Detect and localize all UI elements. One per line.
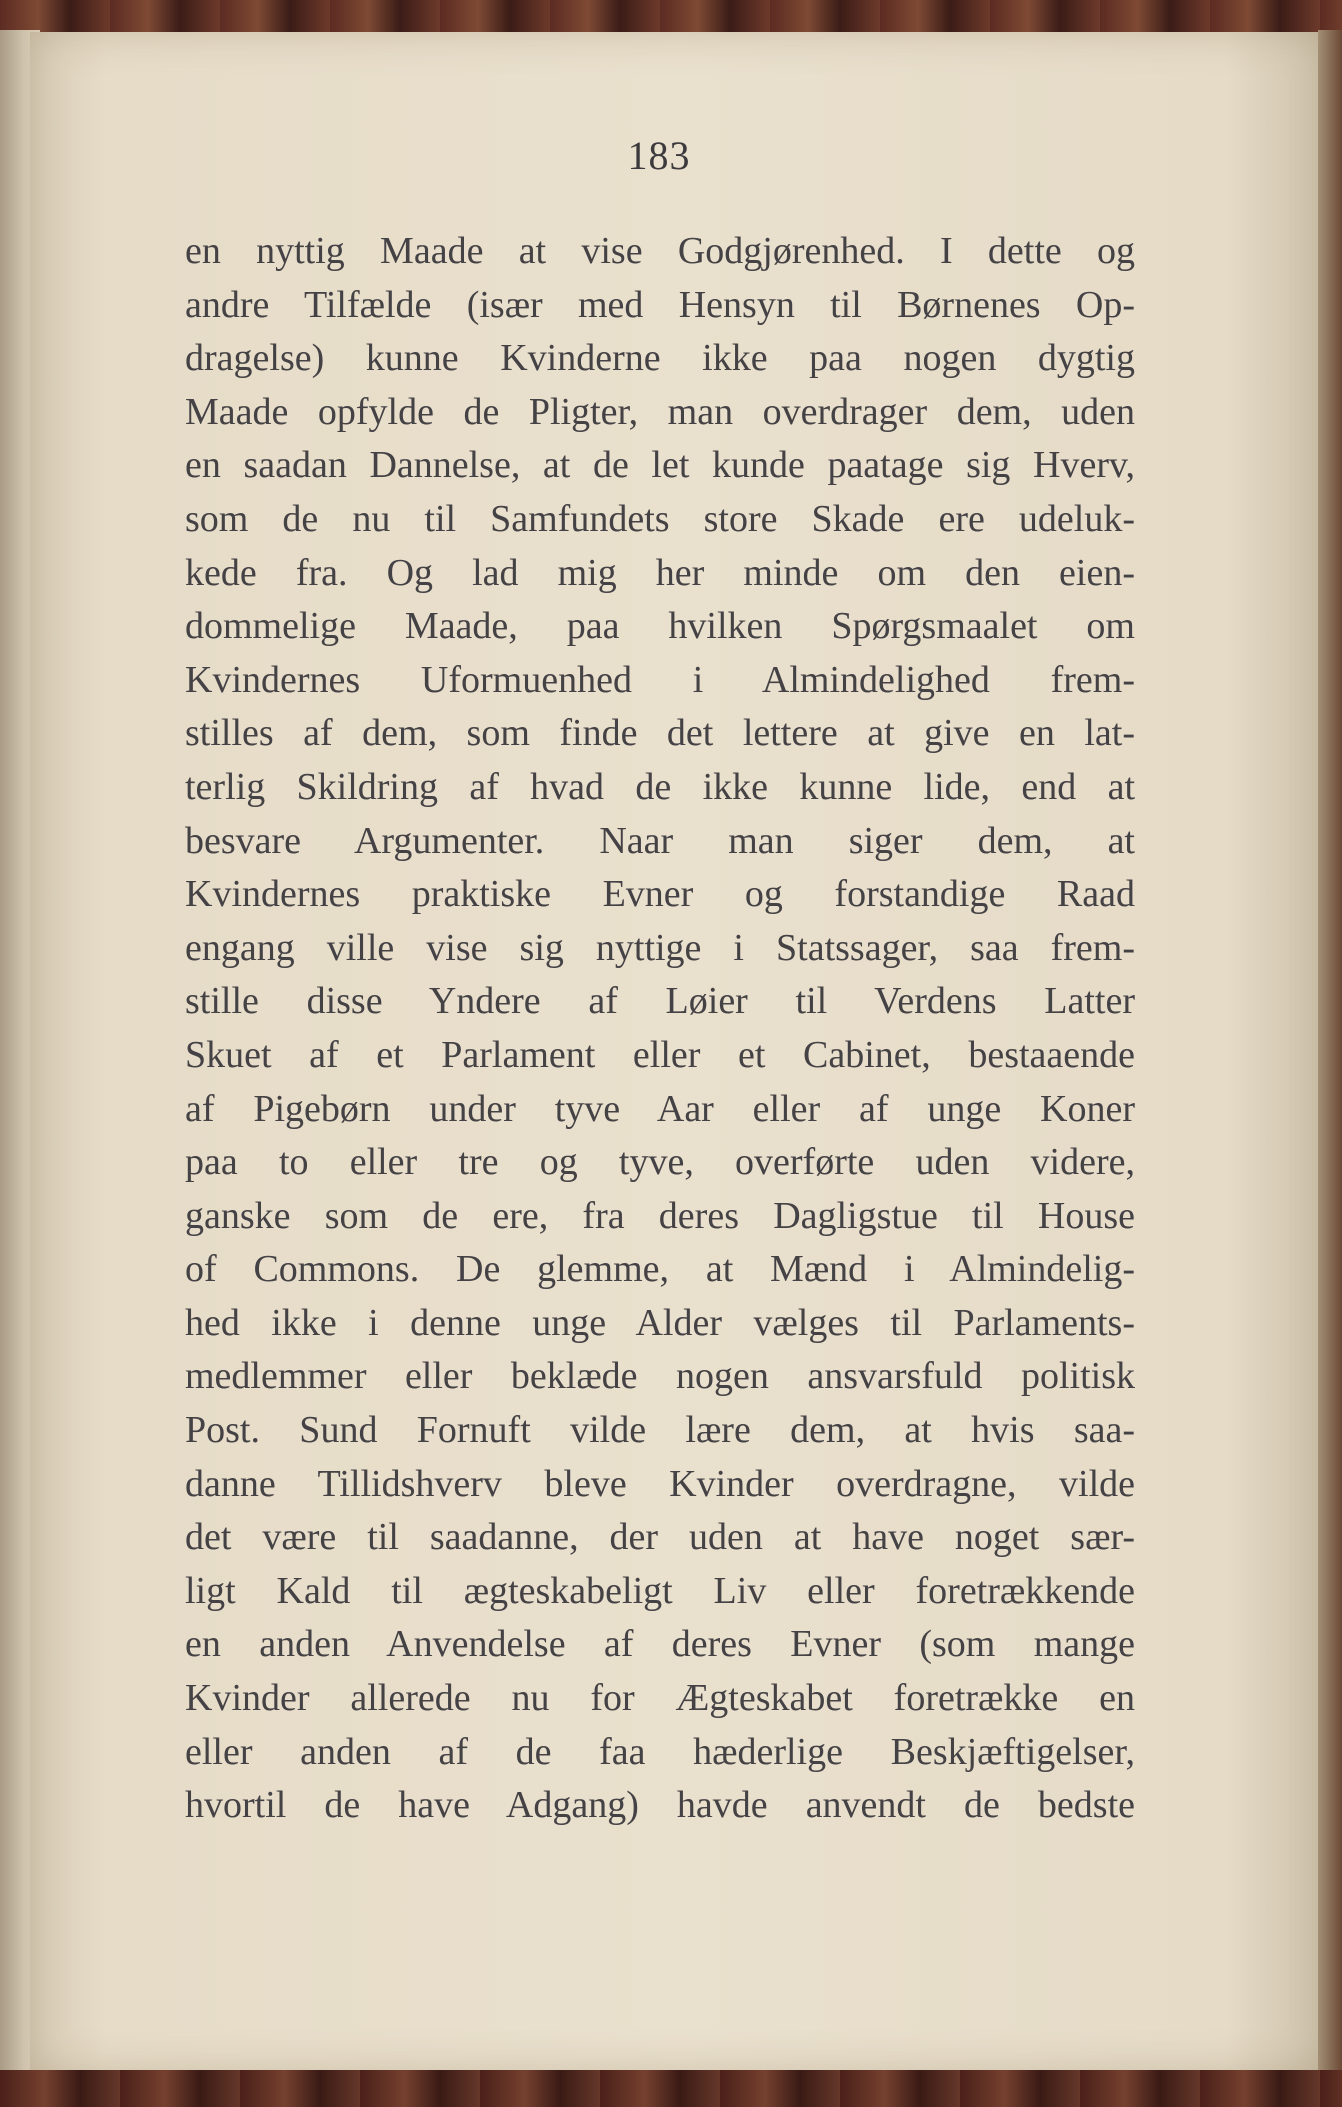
text-line: dommelige Maade, paa hvilken Spørgsmaalet om (185, 605, 1135, 648)
text-line: hed ikke i denne unge Alder vælges til Parlaments- (185, 1301, 1135, 1344)
text-line: eller anden af de faa hæderlige Beskjæftigelser, (185, 1730, 1135, 1773)
text-line: of Commons. De glemme, at Mænd i Almindelig- (185, 1248, 1135, 1291)
text-line: en nyttig Maade at vise Godgjørenhed. I dette og (185, 230, 1135, 272)
text-line: Kvinder allerede nu for Ægteskabet foretrække en (185, 1677, 1135, 1720)
book-binding-top (0, 0, 1342, 34)
text-line: besvare Argumenter. Naar man siger dem, at (185, 819, 1135, 862)
text-line: danne Tillidshverv bleve Kvinder overdragne, vilde (185, 1462, 1135, 1505)
text-line: ganske som de ere, fra deres Dagligstue til House (185, 1194, 1135, 1237)
text-line: engang ville vise sig nyttige i Statssager, saa frem- (185, 926, 1135, 969)
text-line: Kvindernes praktiske Evner og forstandige Raad (185, 873, 1135, 916)
text-line: som de nu til Samfundets store Skade ere udeluk- (185, 497, 1135, 540)
book-binding-bottom (0, 2070, 1342, 2107)
text-line: Skuet af et Parlament eller et Cabinet, bestaaende (185, 1033, 1135, 1076)
body-text (185, 225, 1135, 1833)
text-line: en saadan Dannelse, at de let kunde paatage sig Hverv, (185, 444, 1135, 487)
text-line: kede fra. Og lad mig her minde om den eien- (185, 551, 1135, 594)
text-line: en anden Anvendelse af deres Evner (som mange (185, 1623, 1135, 1666)
text-line: dragelse) kunne Kvinderne ikke paa nogen dygtig (185, 337, 1135, 380)
page-stack-edge (1318, 30, 1342, 2075)
text-line: det være til saadanne, der uden at have noget sær- (185, 1516, 1135, 1559)
text-line: stilles af dem, som finde det lettere at give en lat- (185, 712, 1135, 755)
text-line: Post. Sund Fornuft vilde lære dem, at hvis saa- (185, 1409, 1135, 1452)
text-line: stille disse Yndere af Løier til Verdens Latter (185, 980, 1135, 1023)
text-line: af Pigebørn under tyve Aar eller af unge Koner (185, 1087, 1135, 1130)
text-line: andre Tilfælde (især med Hensyn til Børnenes Op- (185, 283, 1135, 326)
text-line: hvortil de have Adgang) havde anvendt de bedste (185, 1784, 1135, 1827)
text-line: ligt Kald til ægteskabeligt Liv eller foretrækkende (185, 1569, 1135, 1612)
text-line: Maade opfylde de Pligter, man overdrager dem, uden (185, 390, 1135, 433)
page-number: 183 (627, 133, 691, 178)
text-line: paa to eller tre og tyve, overførte uden videre, (185, 1141, 1135, 1184)
text-line: terlig Skildring af hvad de ikke kunne lide, end at (185, 765, 1135, 808)
text-line: medlemmer eller beklæde nogen ansvarsfuld politisk (185, 1355, 1135, 1398)
text-line: Kvindernes Uformuenhed i Almindelighed frem- (185, 658, 1135, 701)
